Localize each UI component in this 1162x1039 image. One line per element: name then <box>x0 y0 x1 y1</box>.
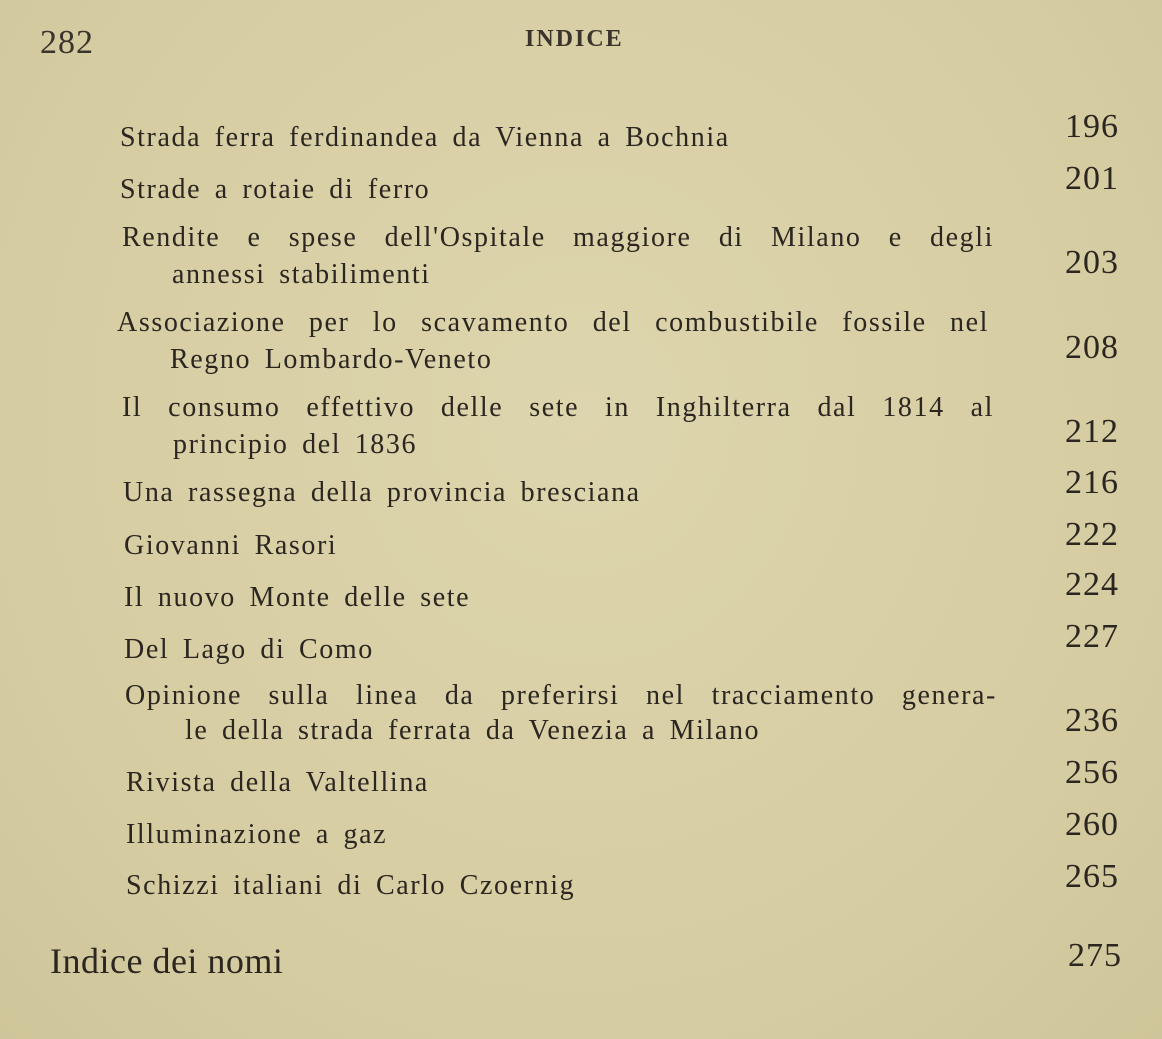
toc-entry-title: Schizzi italiani di Carlo Czoernig <box>126 870 576 901</box>
toc-entry-title: Del Lago di Como <box>124 634 374 665</box>
toc-entry-page: 201 <box>1065 160 1119 197</box>
toc-entry-page: 260 <box>1065 806 1119 843</box>
toc-entry-page: 256 <box>1065 754 1119 791</box>
toc-entry-title: Illuminazione a gaz <box>126 819 388 850</box>
toc-entry-title: Rendite e spese dell'Ospitale maggiore di Milano e degli <box>122 222 994 253</box>
toc-entry-title: Associazione per lo scavamento del combustibile fossile nel <box>117 307 989 338</box>
toc-entry-page: 208 <box>1065 329 1119 366</box>
toc-entry-page: 222 <box>1065 516 1119 553</box>
toc-entry-page: 203 <box>1065 244 1119 281</box>
toc-entry-title: Il consumo effettivo delle sete in Inghilterra dal 1814 al <box>122 392 994 423</box>
toc-entry-title: Opinione sulla linea da preferirsi nel tracciamento genera- <box>125 680 997 711</box>
toc-entry-title-cont: le della strada ferrata da Venezia a Milano <box>185 715 761 746</box>
toc-entry-page: 216 <box>1065 464 1119 501</box>
toc-entry-title: Strada ferra ferdinandea da Vienna a Bochnia <box>120 122 730 153</box>
toc-entry-page: 212 <box>1065 413 1119 450</box>
page-number: 282 <box>40 24 94 61</box>
toc-entry-title: Una rassegna della provincia bresciana <box>123 477 641 508</box>
toc-entry-title: Strade a rotaie di ferro <box>120 174 431 205</box>
toc-final-entry-title: Indice dei nomi <box>50 941 284 981</box>
toc-entry-page: 196 <box>1065 108 1119 145</box>
toc-entry-title-cont: annessi stabilimenti <box>172 259 431 290</box>
toc-entry-page: 227 <box>1065 618 1119 655</box>
toc-entry-page: 236 <box>1065 702 1119 739</box>
toc-entry-title: Rivista della Valtellina <box>126 767 429 798</box>
toc-entry-title-cont: principio del 1836 <box>173 429 418 460</box>
toc-entry-page: 224 <box>1065 566 1119 603</box>
toc-final-entry-page: 275 <box>1068 937 1122 974</box>
running-title: INDICE <box>525 26 624 52</box>
toc-entry-title: Giovanni Rasori <box>124 530 338 561</box>
toc-entry-page: 265 <box>1065 858 1119 895</box>
toc-entry-title: Il nuovo Monte delle sete <box>124 582 471 613</box>
toc-entry-title-cont: Regno Lombardo-Veneto <box>170 344 493 375</box>
